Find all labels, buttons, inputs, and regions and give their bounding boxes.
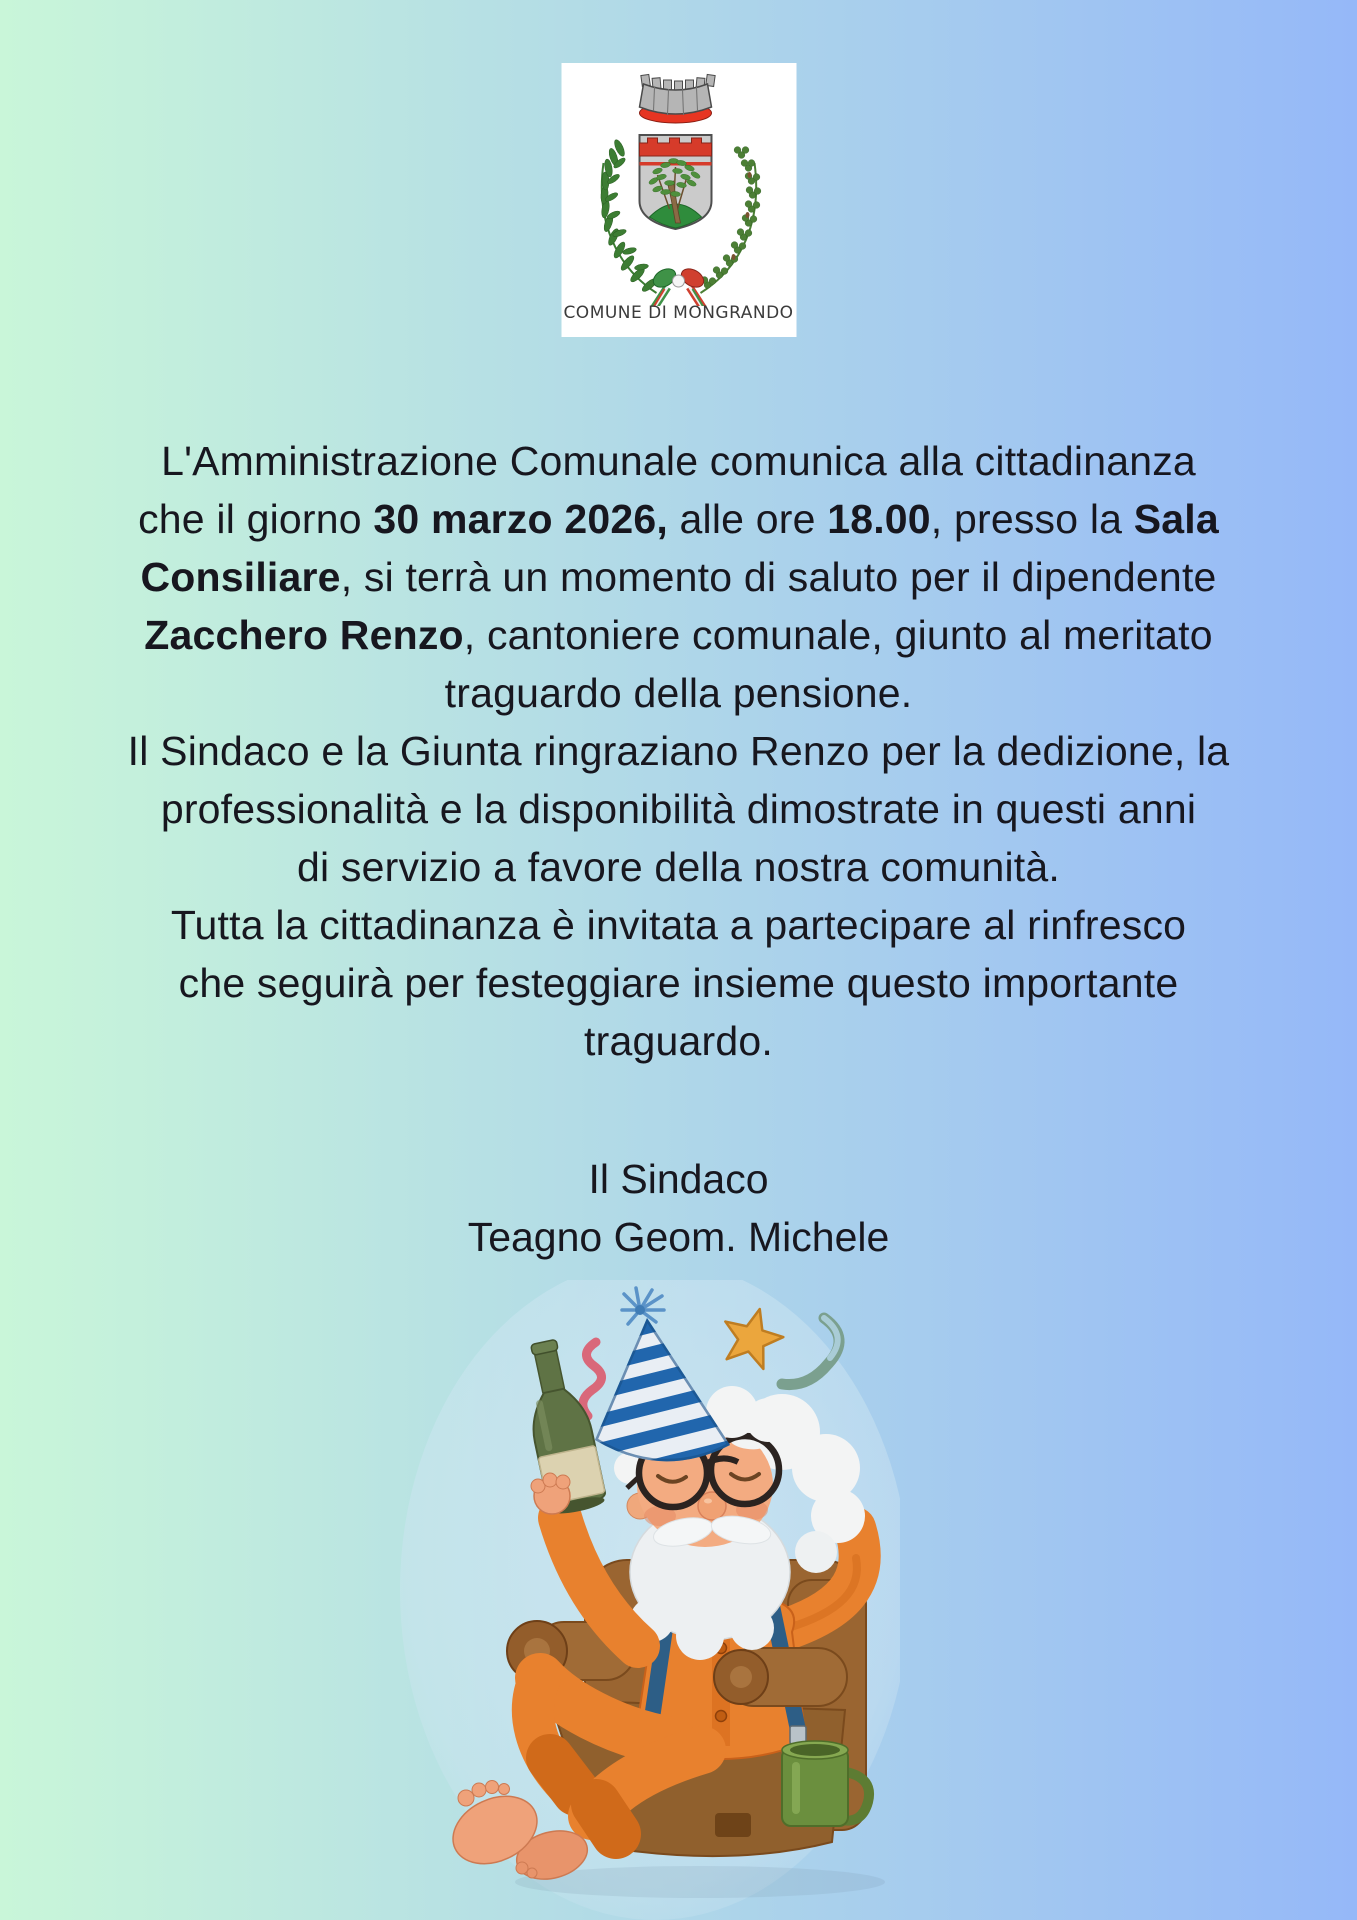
- coat-of-arms-icon: [561, 71, 796, 306]
- logo-caption: COMUNE DI MONGRANDO: [563, 303, 794, 323]
- announcement-line: che seguirà per festeggiare insieme questo importante: [178, 960, 1179, 1006]
- signature-role: Il Sindaco: [588, 1156, 769, 1202]
- announcement-line: che il giorno 30 marzo 2026, alle ore 18.00, presso la Sala: [138, 496, 1219, 542]
- shield-icon: [639, 135, 711, 229]
- announcement-line: Il Sindaco e la Giunta ringraziano Renzo per la dedizione, la: [127, 728, 1230, 774]
- retiree-illustration: [400, 1280, 900, 1920]
- announcement-line: L'Amministrazione Comunale comunica alla cittadinanza: [161, 438, 1196, 484]
- municipal-logo: [561, 63, 796, 337]
- announcement-line: Consiliare, si terrà un momento di saluto per il dipendente: [140, 554, 1217, 600]
- announcement-line: Tutta la cittadinanza è invitata a partecipare al rinfresco: [170, 902, 1187, 948]
- signature-block: [0, 1150, 1357, 1266]
- armrest-right: [714, 1648, 847, 1706]
- announcement-line: traguardo della pensione.: [444, 670, 913, 716]
- signature-name: Teagno Geom. Michele: [467, 1214, 890, 1260]
- mural-crown-icon: [639, 74, 715, 123]
- announcement-text: [0, 432, 1357, 1070]
- announcement-line: Zacchero Renzo, cantoniere comunale, giunto al meritato: [144, 612, 1213, 658]
- announcement-line: professionalità e la disponibilità dimostrate in questi anni: [160, 786, 1197, 832]
- tricolor-ribbon-icon: [647, 265, 709, 306]
- announcement-line: traguardo.: [584, 1018, 773, 1064]
- announcement-line: di servizio a favore della nostra comunità.: [297, 844, 1060, 890]
